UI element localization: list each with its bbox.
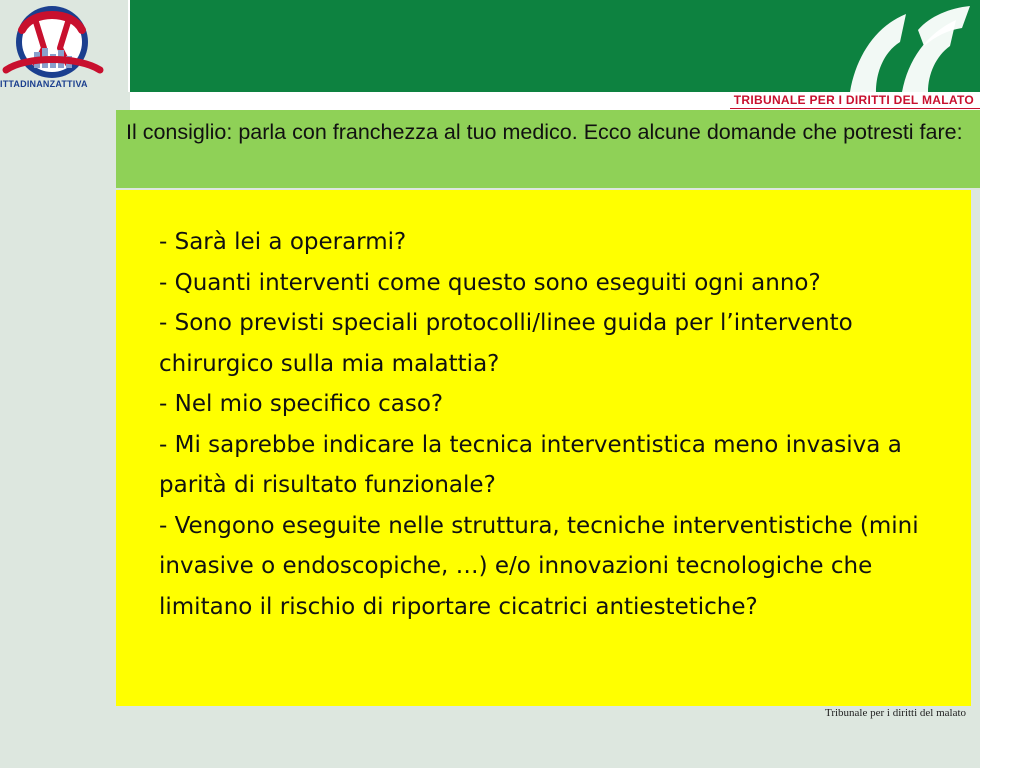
- question-item: - Vengono eseguite nelle struttura, tecniche interventistiche (mini invasive o endoscopiche, …) e/o innovazioni tecnologiche che limitano il rischio di riportare cicatrici antiestetiche?: [159, 512, 919, 620]
- header-banner: [130, 0, 980, 92]
- logo-wordmark: ITTADINANZATTIVA: [0, 79, 88, 89]
- logo-emblem-icon: [0, 0, 110, 80]
- question-item: - Nel mio specifico caso?: [159, 391, 444, 417]
- advice-text: Il consiglio: parla con franchezza al tuo medico. Ecco alcune domande che potresti fare:: [126, 120, 963, 144]
- questions-list: [159, 222, 949, 627]
- tribunale-header-bar: [130, 92, 980, 110]
- tribunale-underline: [730, 108, 980, 109]
- brand-mark-icon: [810, 0, 980, 92]
- questions-box: [116, 190, 971, 706]
- question-item: - Quanti interventi come questo sono eseguiti ogni anno?: [159, 269, 821, 296]
- advice-box: [116, 110, 980, 188]
- right-margin-strip: [980, 0, 1024, 768]
- footer-text: Tribunale per i diritti del malato: [825, 707, 967, 719]
- question-item: - Sono previsti speciali protocolli/linee guida per l’intervento chirurgico sulla mia malattia?: [159, 310, 853, 377]
- tribunale-label: TRIBUNALE PER I DIRITTI DEL MALATO: [733, 93, 974, 107]
- question-item: - Sarà lei a operarmi?: [159, 229, 407, 255]
- cittadinanzattiva-logo: [0, 0, 130, 92]
- question-item: - Mi saprebbe indicare la tecnica interventistica meno invasiva a parità di risultato funzionale?: [159, 431, 902, 498]
